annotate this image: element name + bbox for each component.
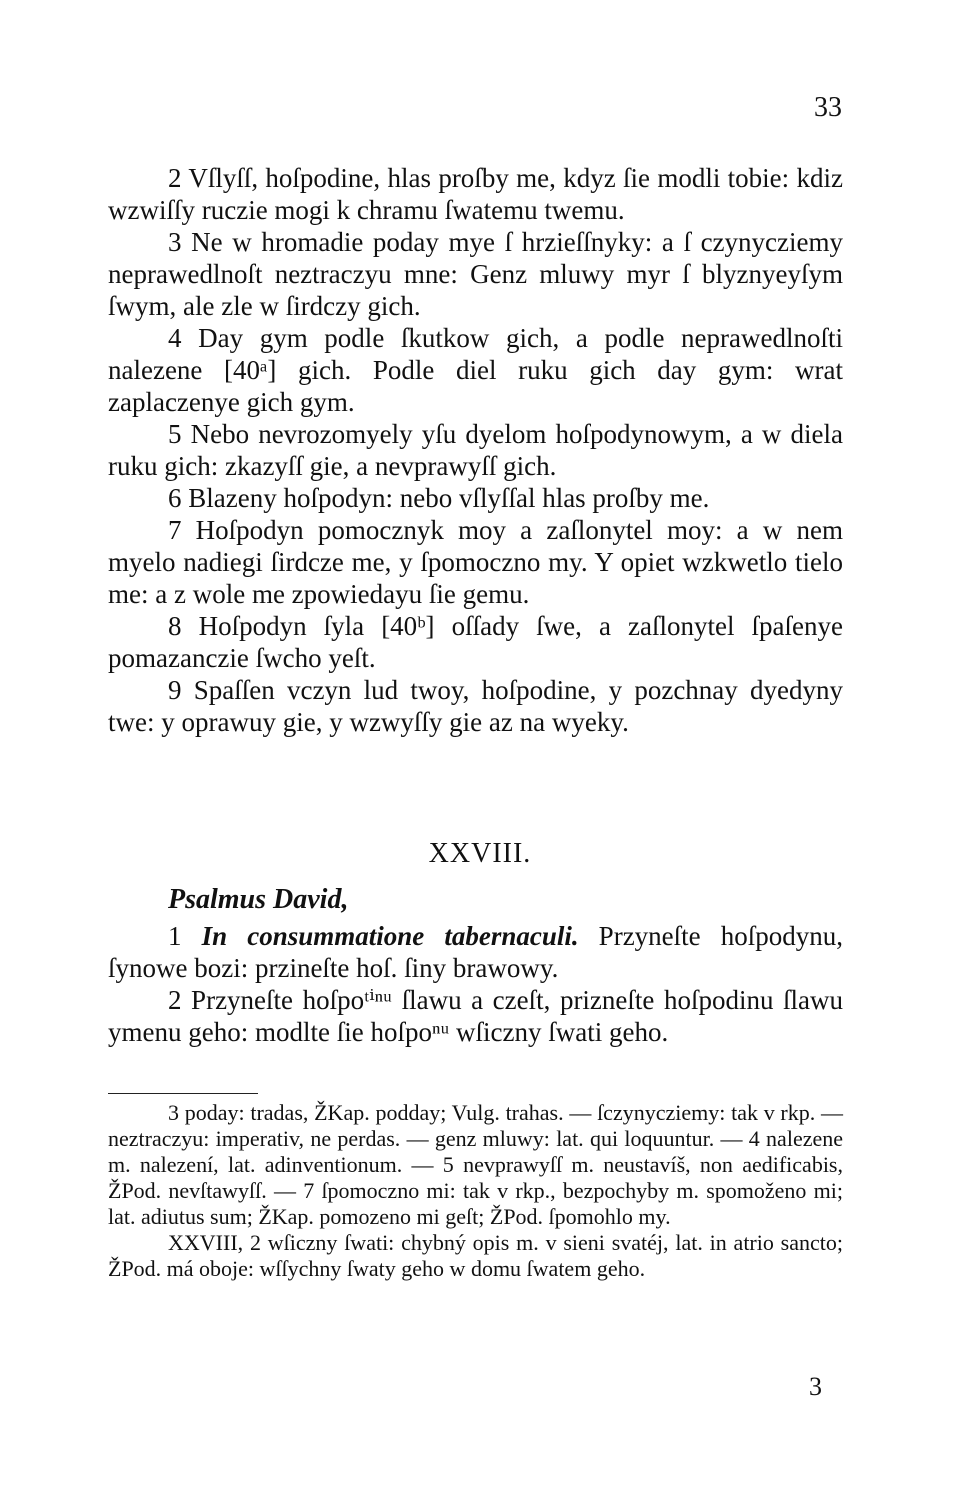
verse-5: 5 Nebo nevrozomyely yſu dyelom hoſpodynowym, a w diela ruku gich: zkazyſſ gie, a nevprawyſſ gich. [108, 419, 843, 481]
latin-incipit: In consummatione tabernaculi. [201, 921, 579, 951]
psalm-title: Psalmus David, [168, 884, 349, 915]
psalm-27-continuation [108, 162, 843, 738]
signature-mark: 3 [809, 1372, 822, 1401]
verse-9: 9 Spaſſen vczyn lud twoy, hoſpodine, y pozchnay dyedyny twe: y oprawuy gie, y wzwyſſy gie az na wyeky. [108, 675, 843, 737]
footnotes [108, 1100, 843, 1282]
footnote-1: 3 poday: tradas, ŽKap. podday; Vulg. trahas. — ſczynycziemy: tak v rkp. — neztraczyu: imperativ, ne perdas. — genz mluwy: lat. qui loquuntur. — 4 nalezene m. nalezení, lat. adinventionum. — 5 nevprawyſſ m. neustavíš, non aedificabis, ŽPod. nevſtawyſſ. — 7 ſpomoczno mi: tak v rkp., bezpochyby m. spomoženo mi; lat. adiutus sum; ŽKap. pomozeno mi geſt; ŽPod. ſpomohlo my. [108, 1100, 843, 1229]
verse-2: 2 Vſlyſſ, hoſpodine, hlas proſby me, kdyz ſie modli tobie: kdiz wzwiſſy ruczie mogi k chramu ſwatemu twemu. [108, 163, 843, 225]
verse-3: 3 Ne w hromadie poday mye ſ hrzieſſnyky: a ſ czynycziemy neprawedlnoſt neztraczyu mne: Genz mluwy myr ſ blyznyeyſym ſwym, ale zle w ſirdczy gich. [108, 227, 843, 321]
psalm-28-verse-1 [108, 920, 843, 984]
footnote-2: XXVIII, 2 wſiczny ſwati: chybný opis m. v sieni svatéj, lat. in atrio sancto; ŽPod. má oboje: wſſychny ſwaty geho w domu ſwatem geho. [108, 1230, 843, 1281]
psalm-heading: XXVIII. [428, 838, 532, 869]
verse-8: 8 Hoſpodyn ſyla [40ᵇ] oſſady ſwe, a zaſlonytel ſpaſenye pomazanczie ſwcho yeſt. [108, 611, 843, 673]
page-number: 33 [814, 92, 842, 123]
verse-4: 4 Day gym podle ſkutkow gich, a podle neprawedlnoſti nalezene [40ᵃ] gich. Podle diel ruku gich day gym: wrat zaplaczenye gich gym. [108, 323, 843, 417]
verse-7: 7 Hoſpodyn pomocznyk moy a zaſlonytel moy: a w nem myelo nadiegi ſirdcze me, y ſpomoczno my. Y opiet wzkwetlo tielo me: a z wole me zpowiedayu ſie gemu. [108, 515, 843, 609]
verse-text: Przyneſte hoſpodynu, ſynowe bozi: przineſte hoſ. ſiny brawowy. [108, 921, 843, 983]
footnote-rule [108, 1093, 258, 1094]
psalm-28 [108, 884, 843, 1048]
verse-number: 1 [168, 921, 202, 951]
psalm-28-verse-2: 2 Przyneſte hoſpoᵗⁱⁿᵘ ſlawu a czeſt, prizneſte hoſpodinu ſlawu ymenu geho: modlte ſie hoſpoⁿᵘ wſiczny ſwati geho. [108, 985, 843, 1047]
verse-6: 6 Blazeny hoſpodyn: nebo vſlyſſal hlas proſby me. [168, 483, 710, 513]
